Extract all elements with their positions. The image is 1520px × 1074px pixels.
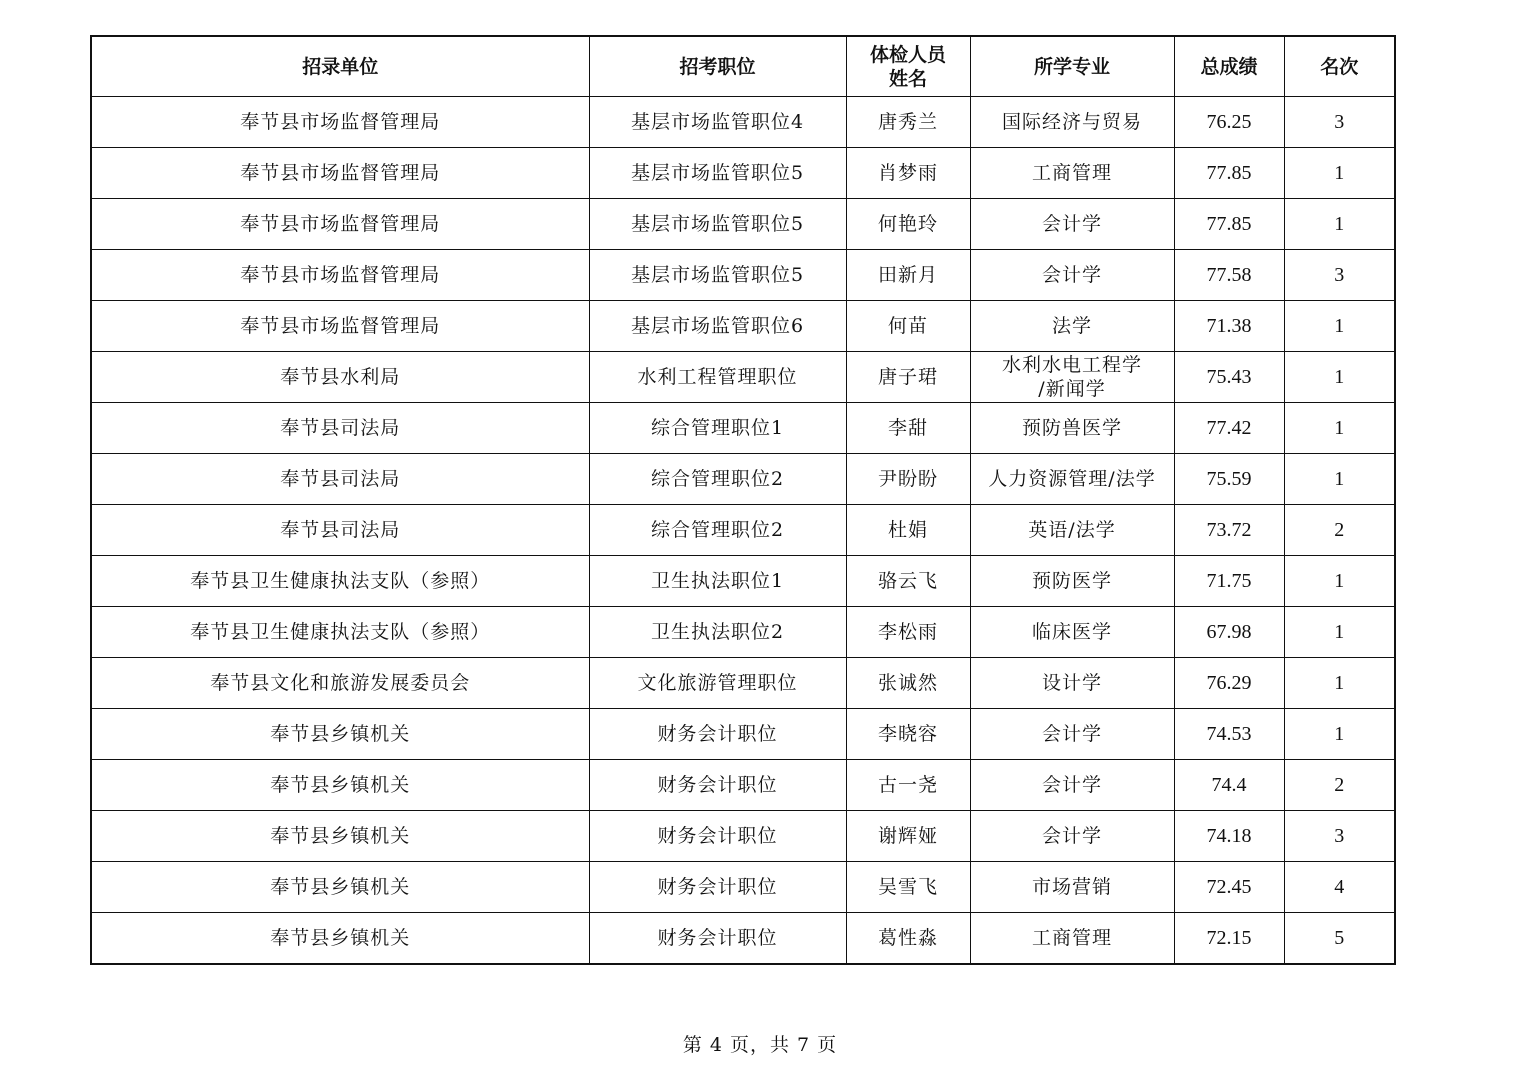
cell-position: 财务会计职位	[589, 811, 846, 862]
cell-rank: 1	[1284, 199, 1395, 250]
cell-unit: 奉节县市场监督管理局	[91, 199, 589, 250]
cell-unit: 奉节县乡镇机关	[91, 811, 589, 862]
cell-rank: 3	[1284, 97, 1395, 148]
cell-unit: 奉节县司法局	[91, 403, 589, 454]
cell-score: 73.72	[1174, 505, 1284, 556]
cell-rank: 1	[1284, 454, 1395, 505]
table-row	[91, 709, 1395, 760]
cell-rank: 1	[1284, 301, 1395, 352]
cell-score: 72.15	[1174, 913, 1284, 965]
cell-name: 吴雪飞	[846, 862, 970, 913]
header-position: 招考职位	[589, 36, 846, 97]
cell-position: 财务会计职位	[589, 862, 846, 913]
cell-rank: 1	[1284, 556, 1395, 607]
cell-major: 会计学	[970, 760, 1174, 811]
cell-rank: 1	[1284, 607, 1395, 658]
cell-position: 基层市场监管职位4	[589, 97, 846, 148]
cell-rank: 1	[1284, 709, 1395, 760]
cell-score: 77.58	[1174, 250, 1284, 301]
cell-major: 工商管理	[970, 148, 1174, 199]
cell-major-line2: /新闻学	[1038, 378, 1106, 400]
table-row	[91, 607, 1395, 658]
cell-rank: 1	[1284, 658, 1395, 709]
results-table	[90, 35, 1396, 965]
cell-name: 李晓容	[846, 709, 970, 760]
header-unit: 招录单位	[91, 36, 589, 97]
cell-major: 国际经济与贸易	[970, 97, 1174, 148]
header-major: 所学专业	[970, 36, 1174, 97]
cell-major: 会计学	[970, 199, 1174, 250]
cell-name: 尹盼盼	[846, 454, 970, 505]
cell-position: 文化旅游管理职位	[589, 658, 846, 709]
cell-major: 法学	[970, 301, 1174, 352]
cell-position: 基层市场监管职位5	[589, 250, 846, 301]
table-row	[91, 199, 1395, 250]
cell-position: 财务会计职位	[589, 913, 846, 965]
cell-score: 75.59	[1174, 454, 1284, 505]
cell-position: 综合管理职位2	[589, 454, 846, 505]
cell-name: 李甜	[846, 403, 970, 454]
cell-major: 临床医学	[970, 607, 1174, 658]
cell-name: 何苗	[846, 301, 970, 352]
header-name-line2: 姓名	[888, 67, 927, 90]
cell-rank: 5	[1284, 913, 1395, 965]
header-name-line1: 体检人员	[869, 43, 946, 66]
cell-position: 财务会计职位	[589, 760, 846, 811]
cell-major: 设计学	[970, 658, 1174, 709]
table-row	[91, 352, 1395, 403]
cell-name: 谢辉娅	[846, 811, 970, 862]
page-number-text: 第 4 页，共 7 页	[682, 1034, 838, 1056]
cell-rank: 3	[1284, 250, 1395, 301]
cell-unit: 奉节县市场监督管理局	[91, 148, 589, 199]
cell-name: 何艳玲	[846, 199, 970, 250]
cell-unit: 奉节县市场监督管理局	[91, 250, 589, 301]
table-row	[91, 505, 1395, 556]
table-row	[91, 454, 1395, 505]
cell-major: 英语/法学	[970, 505, 1174, 556]
cell-score: 77.85	[1174, 148, 1284, 199]
cell-unit: 奉节县乡镇机关	[91, 862, 589, 913]
cell-position: 水利工程管理职位	[589, 352, 846, 403]
table-row	[91, 97, 1395, 148]
cell-position: 基层市场监管职位6	[589, 301, 846, 352]
page-footer	[0, 1030, 1520, 1057]
cell-major: 会计学	[970, 811, 1174, 862]
cell-unit: 奉节县水利局	[91, 352, 589, 403]
cell-name: 葛性淼	[846, 913, 970, 965]
table-row	[91, 148, 1395, 199]
header-name	[846, 36, 970, 97]
cell-position: 综合管理职位1	[589, 403, 846, 454]
cell-position: 基层市场监管职位5	[589, 148, 846, 199]
cell-position: 卫生执法职位2	[589, 607, 846, 658]
cell-unit: 奉节县乡镇机关	[91, 913, 589, 965]
cell-name: 李松雨	[846, 607, 970, 658]
cell-score: 72.45	[1174, 862, 1284, 913]
header-score: 总成绩	[1174, 36, 1284, 97]
cell-major: 市场营销	[970, 862, 1174, 913]
table-row	[91, 658, 1395, 709]
cell-major: 工商管理	[970, 913, 1174, 965]
cell-major: 预防医学	[970, 556, 1174, 607]
cell-rank: 1	[1284, 148, 1395, 199]
cell-unit: 奉节县卫生健康执法支队（参照）	[91, 607, 589, 658]
cell-rank: 3	[1284, 811, 1395, 862]
cell-unit: 奉节县乡镇机关	[91, 709, 589, 760]
cell-name: 古一尧	[846, 760, 970, 811]
cell-major: 会计学	[970, 250, 1174, 301]
cell-rank: 2	[1284, 505, 1395, 556]
cell-major: 人力资源管理/法学	[970, 454, 1174, 505]
cell-position: 基层市场监管职位5	[589, 199, 846, 250]
cell-name: 杜娟	[846, 505, 970, 556]
cell-major	[970, 352, 1174, 403]
cell-score: 71.75	[1174, 556, 1284, 607]
cell-score: 67.98	[1174, 607, 1284, 658]
cell-position: 财务会计职位	[589, 709, 846, 760]
header-rank: 名次	[1284, 36, 1395, 97]
cell-name: 骆云飞	[846, 556, 970, 607]
table-row	[91, 862, 1395, 913]
cell-rank: 2	[1284, 760, 1395, 811]
table-row	[91, 301, 1395, 352]
table-row	[91, 760, 1395, 811]
cell-major: 预防兽医学	[970, 403, 1174, 454]
cell-score: 74.18	[1174, 811, 1284, 862]
cell-rank: 1	[1284, 403, 1395, 454]
cell-name: 唐秀兰	[846, 97, 970, 148]
cell-name: 肖梦雨	[846, 148, 970, 199]
table-header-row	[91, 36, 1395, 97]
cell-unit: 奉节县卫生健康执法支队（参照）	[91, 556, 589, 607]
cell-rank: 4	[1284, 862, 1395, 913]
cell-score: 71.38	[1174, 301, 1284, 352]
cell-score: 76.29	[1174, 658, 1284, 709]
cell-major-line1: 水利水电工程学	[1001, 354, 1142, 376]
table-body	[91, 97, 1395, 965]
table-row	[91, 250, 1395, 301]
table-row	[91, 403, 1395, 454]
cell-score: 74.53	[1174, 709, 1284, 760]
cell-name: 田新月	[846, 250, 970, 301]
cell-score: 76.25	[1174, 97, 1284, 148]
table-row	[91, 913, 1395, 965]
cell-name: 张诚然	[846, 658, 970, 709]
cell-unit: 奉节县市场监督管理局	[91, 97, 589, 148]
results-table-container	[90, 35, 1394, 965]
cell-score: 74.4	[1174, 760, 1284, 811]
cell-rank: 1	[1284, 352, 1395, 403]
cell-unit: 奉节县乡镇机关	[91, 760, 589, 811]
cell-unit: 奉节县司法局	[91, 505, 589, 556]
cell-unit: 奉节县司法局	[91, 454, 589, 505]
cell-score: 77.42	[1174, 403, 1284, 454]
cell-unit: 奉节县文化和旅游发展委员会	[91, 658, 589, 709]
cell-position: 卫生执法职位1	[589, 556, 846, 607]
cell-unit: 奉节县市场监督管理局	[91, 301, 589, 352]
cell-major: 会计学	[970, 709, 1174, 760]
cell-position: 综合管理职位2	[589, 505, 846, 556]
cell-name: 唐子珺	[846, 352, 970, 403]
cell-score: 75.43	[1174, 352, 1284, 403]
table-row	[91, 556, 1395, 607]
table-row	[91, 811, 1395, 862]
cell-score: 77.85	[1174, 199, 1284, 250]
